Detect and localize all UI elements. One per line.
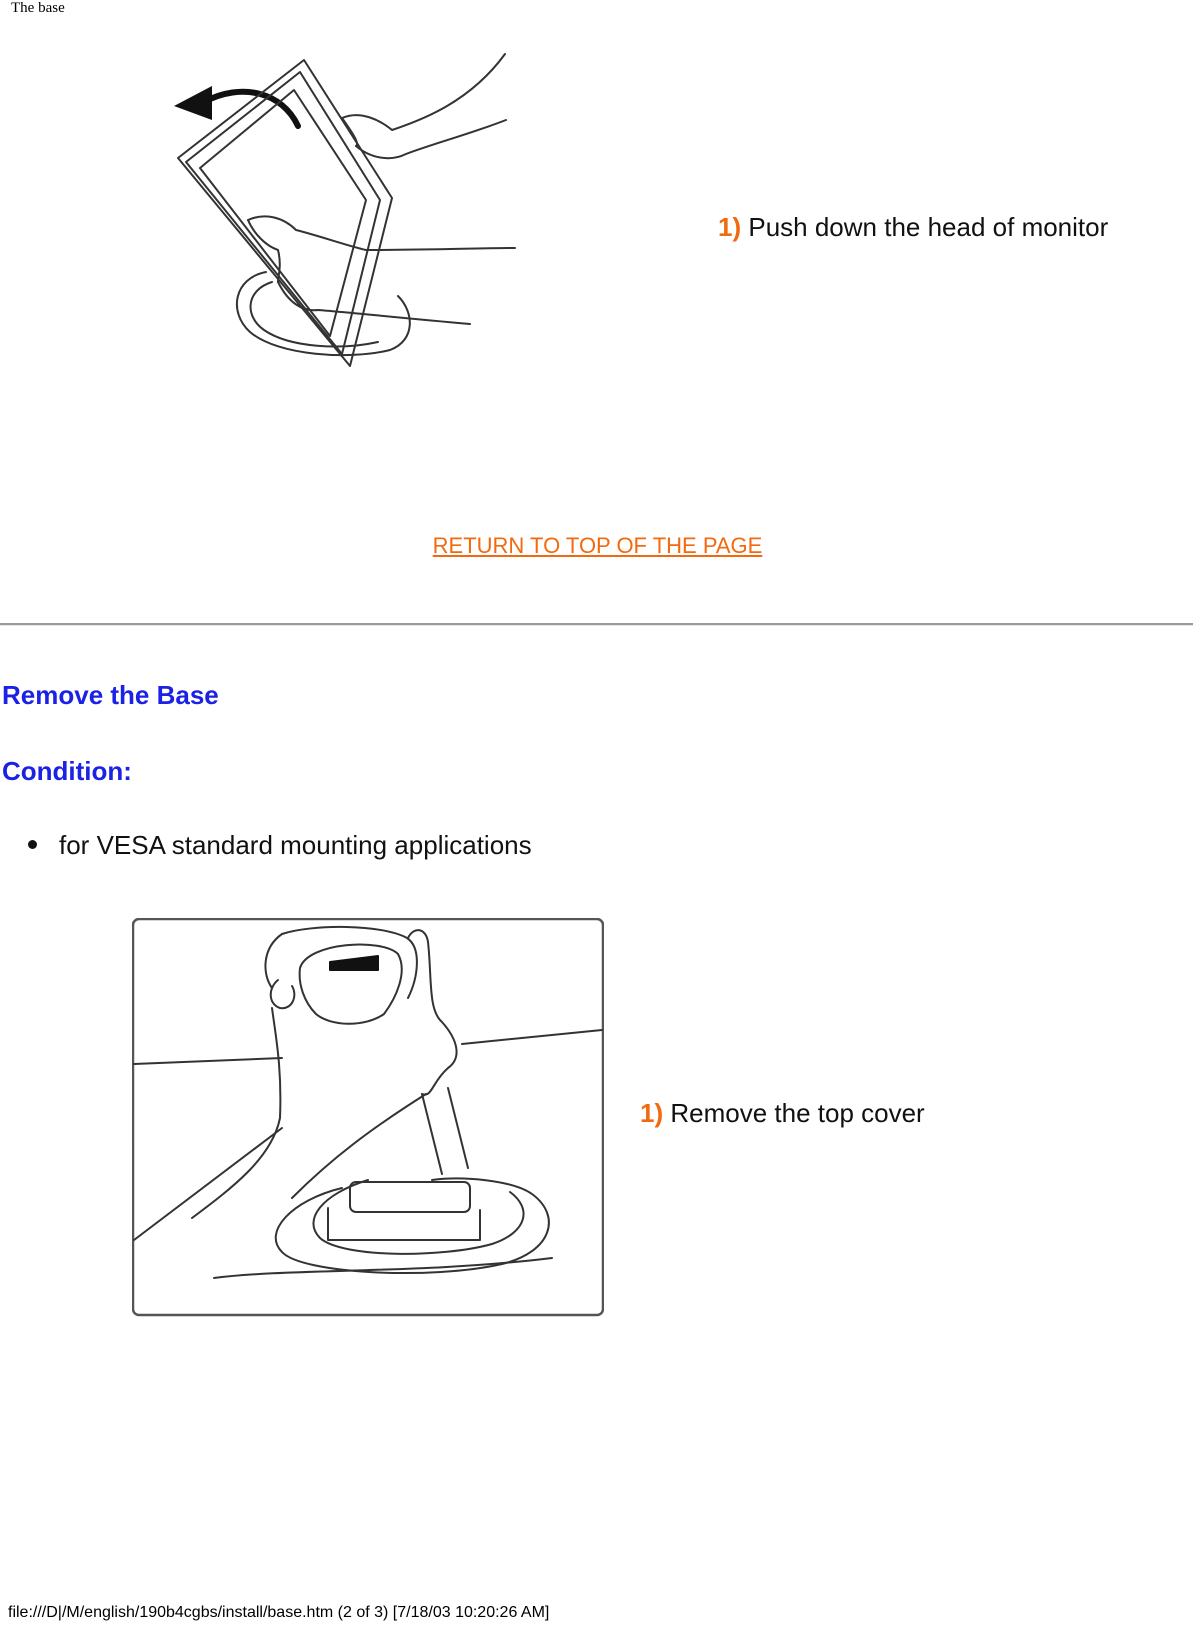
condition-heading: Condition: — [2, 756, 132, 786]
section-heading: Remove the Base — [2, 680, 219, 710]
condition-bullet-item — [28, 830, 532, 861]
step-remove-cover-text — [640, 1098, 925, 1129]
step-description: Push down the head of monitor — [748, 212, 1109, 242]
monitor-tilt-illustration — [170, 50, 540, 375]
bullet-icon — [28, 840, 37, 849]
footer-file-path: file:///D|/M/english/190b4cgbs/install/base.htm (2 of 3) [7/18/03 10:20:26 AM] — [8, 1604, 550, 1621]
step-number: 1) — [640, 1098, 664, 1128]
remove-top-cover-illustration — [132, 918, 604, 1318]
step-description: Remove the top cover — [670, 1098, 925, 1128]
page-header-title: The base — [11, 0, 65, 16]
horizontal-divider — [0, 623, 1193, 626]
bullet-text: for VESA standard mounting applications — [59, 830, 532, 860]
return-to-top-link[interactable]: RETURN TO TOP OF THE PAGE — [432, 533, 763, 558]
step-push-down-text — [718, 212, 1108, 243]
step-number: 1) — [718, 212, 742, 242]
